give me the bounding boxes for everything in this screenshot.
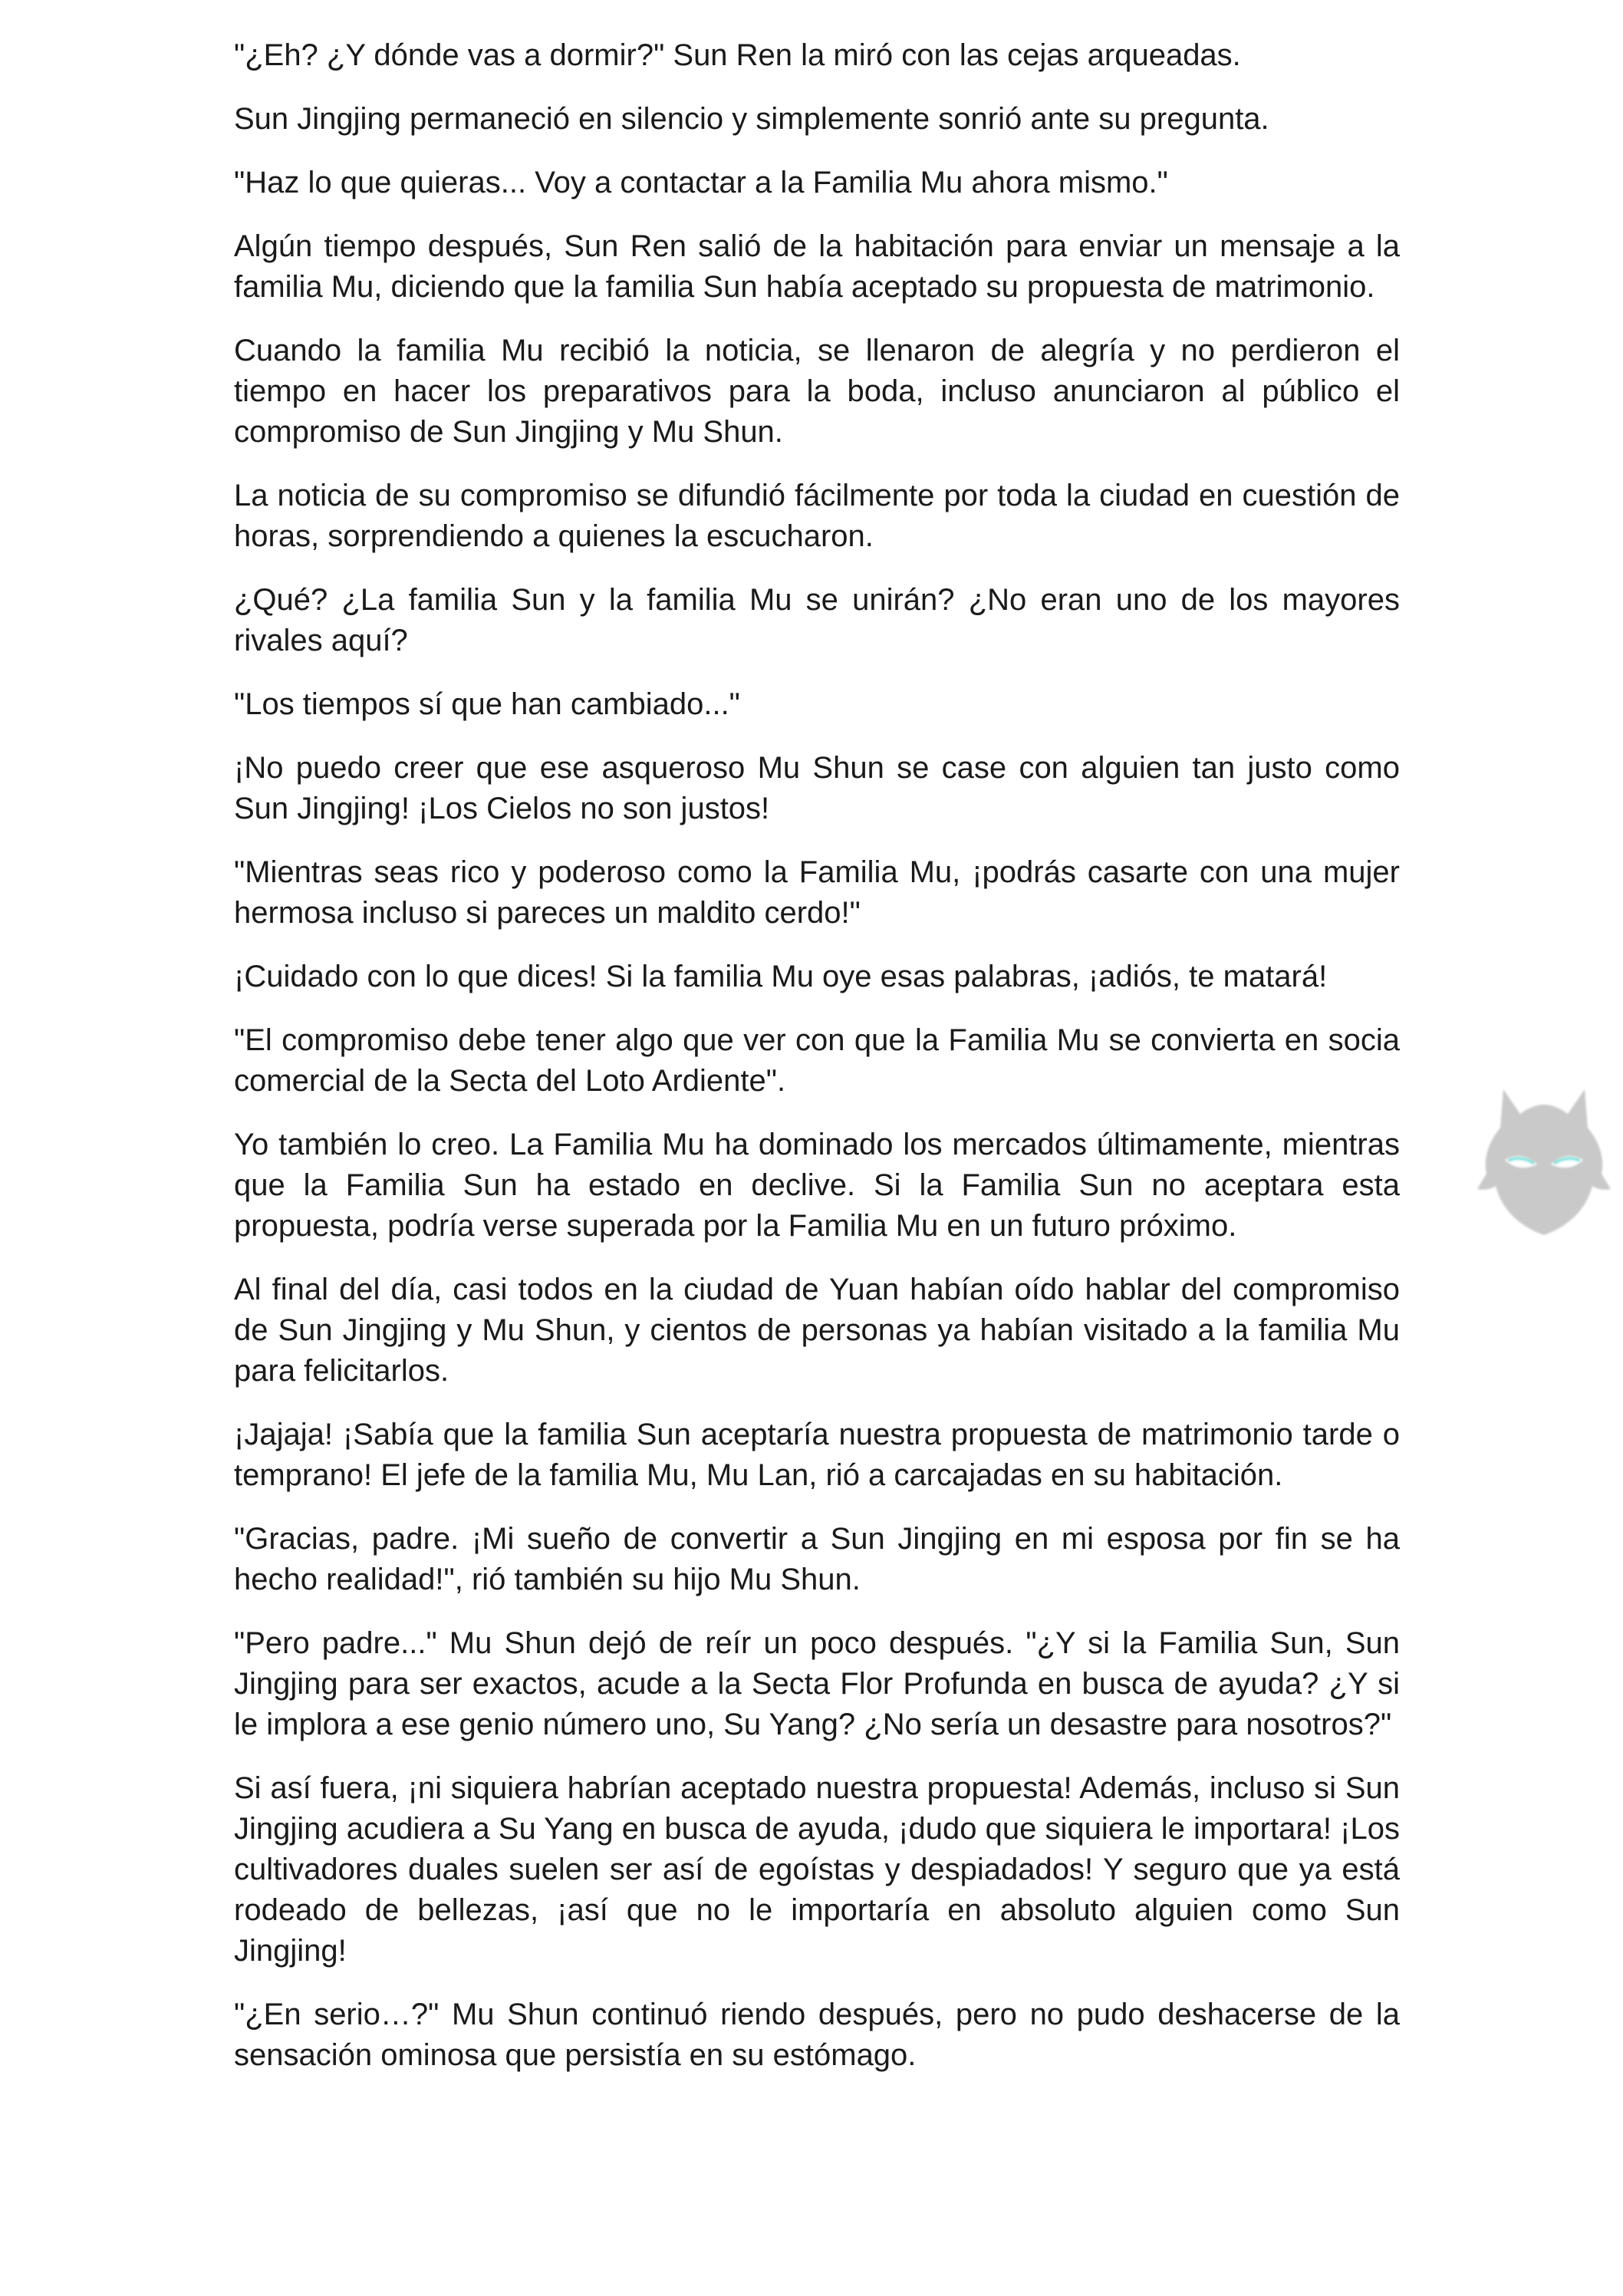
- paragraph: "Los tiempos sí que han cambiado...": [234, 687, 740, 721]
- paragraph: Cuando la familia Mu recibió la noticia, se llenaron de alegría y no perdieron el tiempo en hacer los preparativos para la boda, incluso anunciaron al público el compromiso de Sun Jingjing y Mu Shun.: [234, 334, 1400, 449]
- paragraph: Sun Jingjing permaneció en silencio y simplemente sonrió ante su pregunta.: [234, 102, 1269, 136]
- paragraph: Algún tiempo después, Sun Ren salió de la habitación para enviar un mensaje a la familia Mu, diciendo que la familia Sun había aceptado su propuesta de matrimonio.: [234, 229, 1400, 304]
- paragraph: Al final del día, casi todos en la ciudad de Yuan habían oído hablar del compromiso de Sun Jingjing y Mu Shun, y cientos de personas ya habían visitado a la familia Mu para felicitarlos.: [234, 1273, 1400, 1388]
- paragraph: ¡Jajaja! ¡Sabía que la familia Sun aceptaría nuestra propuesta de matrimonio tarde o temprano! El jefe de la familia Mu, Mu Lan, rió a carcajadas en su habitación.: [234, 1418, 1400, 1492]
- paragraph: "Haz lo que quieras... Voy a contactar a la Familia Mu ahora mismo.": [234, 166, 1168, 199]
- paragraph: "¿En serio…?" Mu Shun continuó riendo después, pero no pudo deshacerse de la sensación ominosa que persistía en su estómago.: [234, 1998, 1400, 2072]
- paragraph: "Pero padre..." Mu Shun dejó de reír un poco después. "¿Y si la Familia Sun, Sun Jingjing para ser exactos, acude a la Secta Flor Profunda en busca de ayuda? ¿Y si le implora a ese genio número uno, Su Yang? ¿No sería un desastre para nosotros?": [234, 1626, 1400, 1741]
- document-body: [234, 35, 1400, 2099]
- paragraph: "Gracias, padre. ¡Mi sueño de convertir a Sun Jingjing en mi esposa por fin se ha hecho realidad!", rió también su hijo Mu Shun.: [234, 1522, 1400, 1596]
- demon-head-watermark: [1473, 1074, 1615, 1243]
- paragraph: "El compromiso debe tener algo que ver con que la Familia Mu se convierta en socia comercial de la Secta del Loto Ardiente".: [234, 1023, 1400, 1098]
- paragraph: ¡Cuidado con lo que dices! Si la familia Mu oye esas palabras, ¡adiós, te matará!: [234, 960, 1328, 993]
- paragraph: "Mientras seas rico y poderoso como la Familia Mu, ¡podrás casarte con una mujer hermosa incluso si pareces un maldito cerdo!": [234, 855, 1400, 930]
- paragraph: Yo también lo creo. La Familia Mu ha dominado los mercados últimamente, mientras que la Familia Sun ha estado en declive. Si la Familia Sun no aceptara esta propuesta, podría verse superada por la Familia Mu en un futuro próximo.: [234, 1128, 1400, 1243]
- demon-head-icon: [1473, 1074, 1615, 1243]
- paragraph: Si así fuera, ¡ni siquiera habrían aceptado nuestra propuesta! Además, incluso si Sun Jingjing acudiera a Su Yang en busca de ayuda, ¡dudo que siquiera le importara! ¡Los cultivadores duales suelen ser así de egoístas y despiadados! Y seguro que ya está rodeado de bellezas, ¡así que no le importaría en absoluto alguien como Sun Jingjing!: [234, 1771, 1400, 1968]
- paragraph: "¿Eh? ¿Y dónde vas a dormir?" Sun Ren la miró con las cejas arqueadas.: [234, 38, 1241, 72]
- paragraph: ¡No puedo creer que ese asqueroso Mu Shun se case con alguien tan justo como Sun Jingjing! ¡Los Cielos no son justos!: [234, 751, 1400, 825]
- paragraph: La noticia de su compromiso se difundió fácilmente por toda la ciudad en cuestión de horas, sorprendiendo a quienes la escucharon.: [234, 479, 1400, 553]
- paragraph: ¿Qué? ¿La familia Sun y la familia Mu se unirán? ¿No eran uno de los mayores rivales aquí?: [234, 583, 1400, 657]
